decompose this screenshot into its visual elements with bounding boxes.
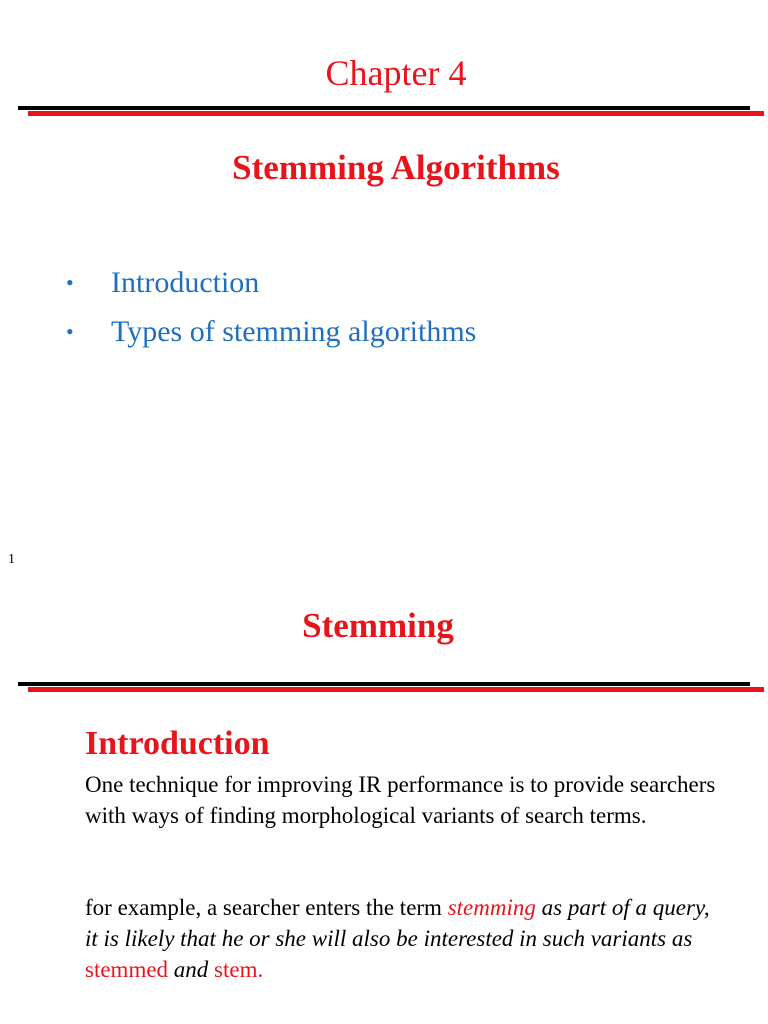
- paragraph-2: [85, 892, 725, 985]
- title-rule-black: [18, 106, 750, 110]
- bullet-label: Introduction: [111, 266, 260, 299]
- heading-rule-red: [28, 687, 764, 692]
- para2-text: for example, a searcher enters the term: [85, 895, 448, 920]
- slide-2: [0, 580, 768, 1024]
- term-stem: stem: [214, 957, 258, 982]
- para2-text: as part of a query, it is likely that he or she will also be interested in such variants as: [85, 895, 710, 951]
- bullet-label: Types of stemming algorithms: [111, 315, 477, 348]
- chapter-title: Chapter 4: [325, 53, 467, 93]
- bullet-icon: •: [66, 270, 74, 295]
- heading-rule-black: [18, 682, 750, 686]
- section-title: Introduction: [85, 725, 270, 762]
- para2-period: .: [257, 957, 264, 982]
- slide-2-heading: Stemming: [302, 606, 454, 645]
- bullet-item-introduction: [66, 258, 476, 307]
- bullet-icon: •: [66, 319, 74, 344]
- bullet-item-types: [66, 307, 476, 356]
- slide-heading: Stemming Algorithms: [232, 148, 560, 187]
- page-number: 1: [8, 552, 15, 567]
- paragraph-1: One technique for improving IR performance is to provide searchers with ways of finding morphological variants of search terms.: [85, 772, 716, 828]
- para2-text: and: [168, 957, 215, 982]
- term-stemming: stemming: [447, 895, 536, 920]
- title-rule-red: [28, 111, 764, 116]
- bullet-list: [66, 258, 476, 356]
- term-stemmed: stemmed: [85, 957, 169, 982]
